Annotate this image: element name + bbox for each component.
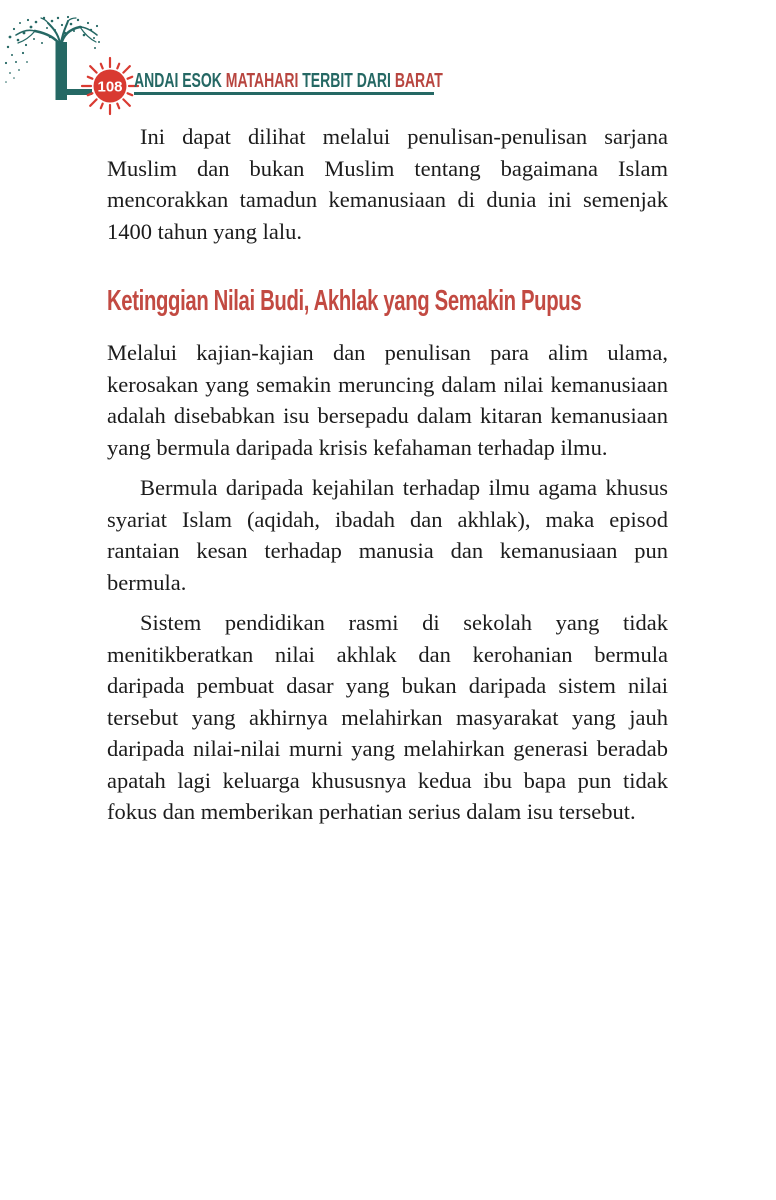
page-content <box>107 121 668 837</box>
book-title-segment: BARAT <box>394 70 443 92</box>
book-title-segment: ANDAI ESOK <box>134 70 226 92</box>
section-heading: Ketinggian Nilai Budi, Akhlak yang Semakin Pupus <box>107 285 582 317</box>
paragraph: Ini dapat dilihat melalui penulisan-penulisan sarjana Muslim dan bukan Muslim tentang bagaimana Islam mencorakkan tamadun kemanusiaan di dunia ini semenjak 1400 tahun yang lalu. <box>107 124 668 244</box>
book-title <box>134 71 443 91</box>
book-title-segment: TERBIT DARI <box>298 70 395 92</box>
page-number: 108 <box>97 78 123 96</box>
paragraph: Sistem pendidikan rasmi di sekolah yang tidak menitikberatkan nilai akhlak dan kerohanian bermula daripada pembuat dasar yang bukan daripada sistem nilai tersebut yang akhirnya melahirkan masyarakat yang jauh daripada nilai-nilai murni yang melahirkan generasi beradab apatah lagi keluarga khususnya kedua ibu bapa pun tidak fokus dan memberikan perhatian serius dalam isu tersebut. <box>107 610 668 824</box>
title-underline <box>134 92 434 95</box>
book-title-segment: MATAHARI <box>225 70 299 92</box>
paragraph: Melalui kajian-kajian dan penulisan para alim ulama, kerosakan yang semakin meruncing dalam nilai kemanusiaan adalah disebabkan isu bersepadu dalam kitaran kemanusiaan yang bermula daripada krisis kefahaman terhadap ilmu. <box>107 340 668 460</box>
paragraph: Bermula daripada kejahilan terhadap ilmu agama khusus syariat Islam (aqidah, ibadah dan akhlak), maka episod rantaian kesan terhadap manusia dan kemanusiaan pun bermula. <box>107 475 668 595</box>
sun-page-number-icon <box>80 56 140 116</box>
